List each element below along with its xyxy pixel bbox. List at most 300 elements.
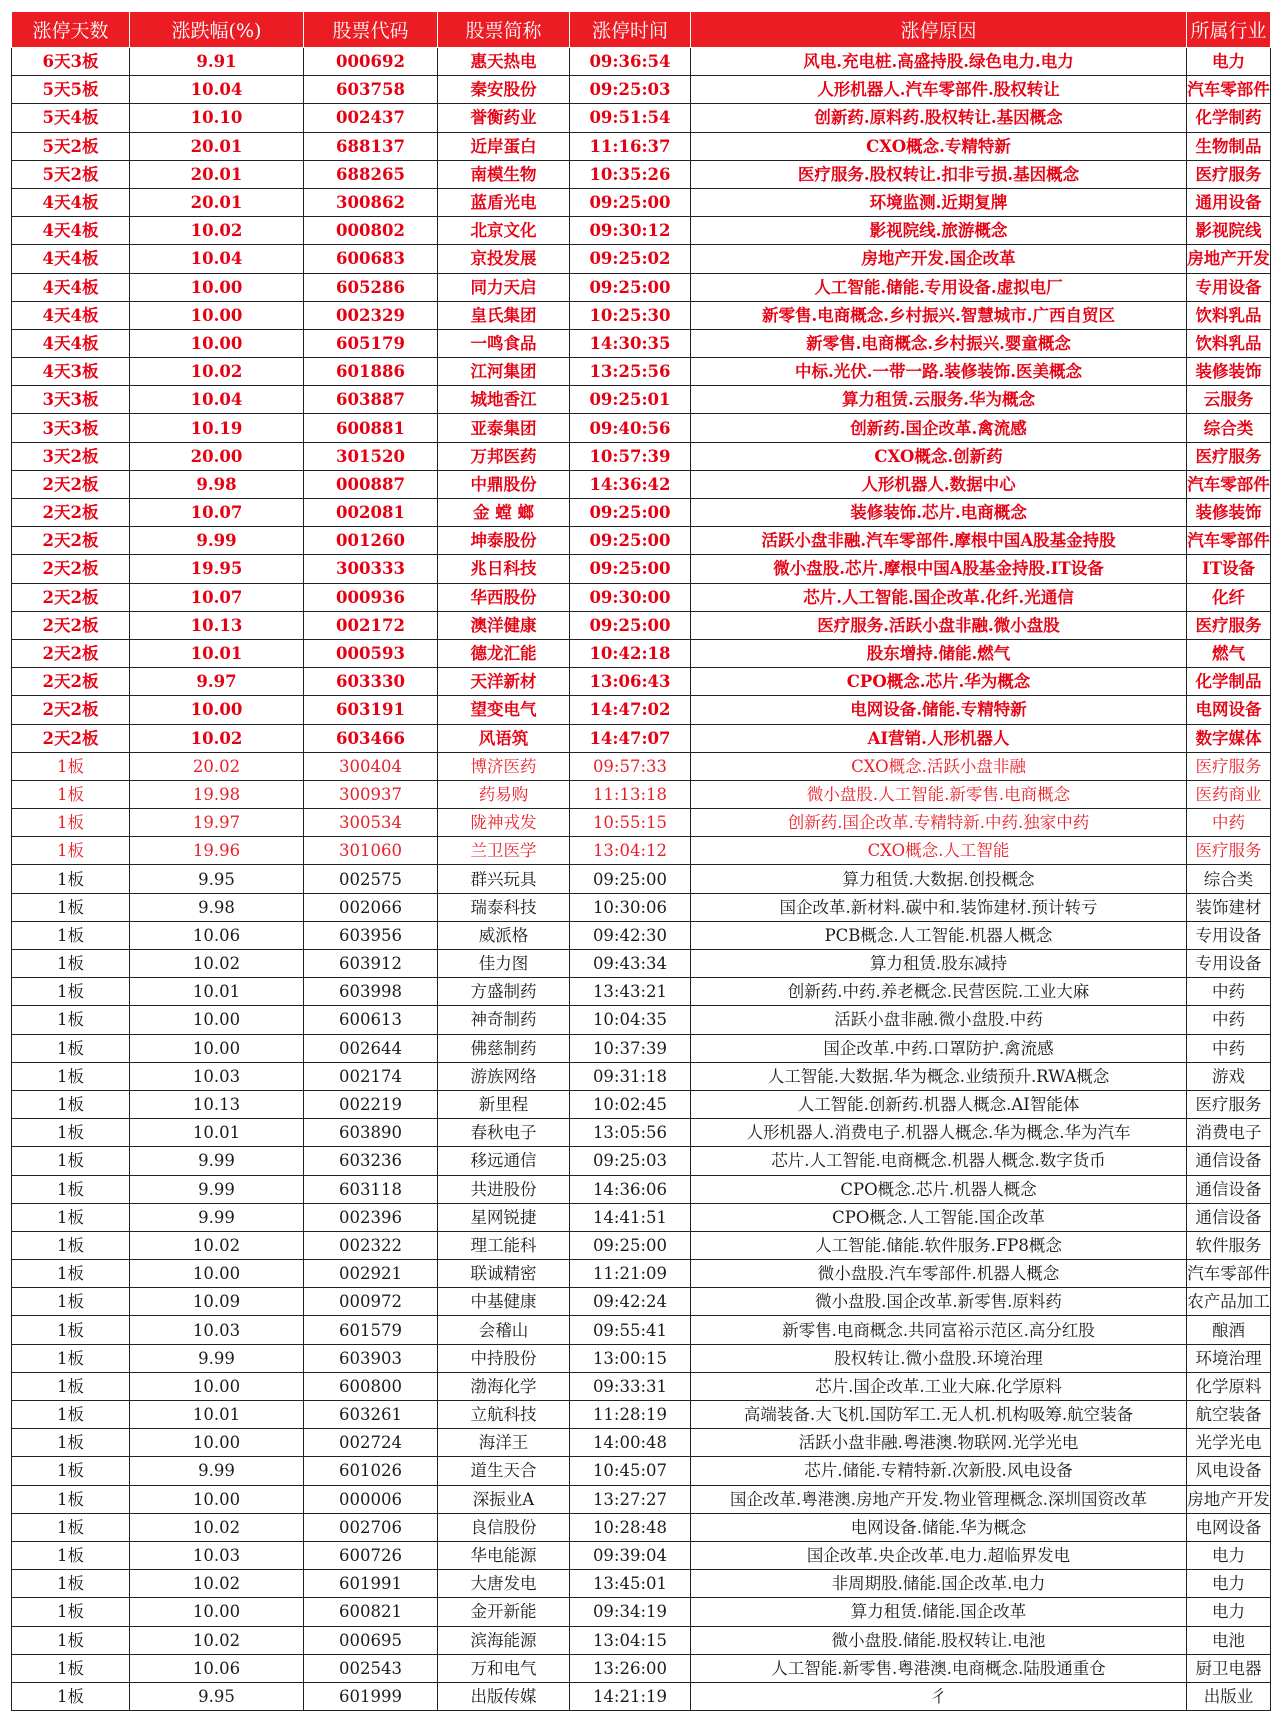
cell-time: 09:30:00 <box>570 583 691 611</box>
cell-time: 11:28:19 <box>570 1401 691 1429</box>
table-row[interactable] <box>12 1372 1271 1400</box>
cell-pct: 10.02 <box>130 724 304 752</box>
cell-industry: 专用设备 <box>1187 950 1271 978</box>
cell-name: 兰卫医学 <box>438 837 570 865</box>
table-row[interactable] <box>12 329 1271 357</box>
table-row[interactable] <box>12 1344 1271 1372</box>
table-row[interactable] <box>12 1570 1271 1598</box>
table-row[interactable] <box>12 1288 1271 1316</box>
cell-code: 603998 <box>304 978 438 1006</box>
cell-name: 会稽山 <box>438 1316 570 1344</box>
cell-time: 09:25:02 <box>570 245 691 273</box>
cell-industry: 厨卫电器 <box>1187 1654 1271 1682</box>
table-row[interactable] <box>12 358 1271 386</box>
cell-pct: 19.96 <box>130 837 304 865</box>
table-row[interactable] <box>12 414 1271 442</box>
cell-days: 1板 <box>12 1598 130 1626</box>
table-row[interactable] <box>12 217 1271 245</box>
cell-name: 博济医药 <box>438 752 570 780</box>
cell-days: 1板 <box>12 1654 130 1682</box>
cell-pct: 10.00 <box>130 1372 304 1400</box>
table-row[interactable] <box>12 696 1271 724</box>
cell-name: 天洋新材 <box>438 668 570 696</box>
cell-pct: 10.19 <box>130 414 304 442</box>
cell-pct: 10.01 <box>130 978 304 1006</box>
cell-pct: 10.07 <box>130 583 304 611</box>
table-row[interactable] <box>12 1231 1271 1259</box>
cell-code: 000887 <box>304 470 438 498</box>
table-row[interactable] <box>12 1147 1271 1175</box>
cell-code: 605179 <box>304 329 438 357</box>
cell-industry: 化纤 <box>1187 583 1271 611</box>
cell-reason: 国企改革.新材料.碳中和.装饰建材.预计转亏 <box>691 893 1187 921</box>
cell-industry: 医疗服务 <box>1187 160 1271 188</box>
cell-name: 游族网络 <box>438 1062 570 1090</box>
cell-pct: 10.04 <box>130 386 304 414</box>
cell-name: 德龙汇能 <box>438 639 570 667</box>
table-row[interactable] <box>12 1203 1271 1231</box>
table-row[interactable] <box>12 1513 1271 1541</box>
table-row[interactable] <box>12 132 1271 160</box>
table-row[interactable] <box>12 668 1271 696</box>
table-row[interactable] <box>12 921 1271 949</box>
cell-reason: 微小盘股.储能.股权转让.电池 <box>691 1626 1187 1654</box>
cell-pct: 9.95 <box>130 865 304 893</box>
cell-days: 5天2板 <box>12 160 130 188</box>
cell-name: 中鼎股份 <box>438 470 570 498</box>
table-row[interactable] <box>12 1598 1271 1626</box>
cell-time: 09:25:00 <box>570 865 691 893</box>
cell-time: 10:30:06 <box>570 893 691 921</box>
cell-pct: 10.10 <box>130 104 304 132</box>
cell-industry: 通用设备 <box>1187 188 1271 216</box>
cell-pct: 9.99 <box>130 1457 304 1485</box>
column-header-days[interactable]: 涨停天数 <box>12 12 130 48</box>
cell-pct: 10.00 <box>130 696 304 724</box>
cell-pct: 9.99 <box>130 1175 304 1203</box>
cell-reason: 芯片.国企改革.工业大麻.化学原料 <box>691 1372 1187 1400</box>
cell-days: 1板 <box>12 780 130 808</box>
cell-reason: 芯片.储能.专精特新.次新股.风电设备 <box>691 1457 1187 1485</box>
cell-time: 13:45:01 <box>570 1570 691 1598</box>
cell-pct: 10.01 <box>130 1119 304 1147</box>
cell-days: 3天3板 <box>12 414 130 442</box>
cell-days: 3天3板 <box>12 386 130 414</box>
cell-name: 风语筑 <box>438 724 570 752</box>
cell-industry: 影视院线 <box>1187 217 1271 245</box>
cell-pct: 10.02 <box>130 1626 304 1654</box>
table-row[interactable] <box>12 752 1271 780</box>
table-row[interactable] <box>12 1654 1271 1682</box>
cell-name: 南模生物 <box>438 160 570 188</box>
cell-time: 11:16:37 <box>570 132 691 160</box>
cell-time: 09:39:04 <box>570 1541 691 1569</box>
cell-time: 09:25:00 <box>570 188 691 216</box>
cell-reason: 微小盘股.国企改革.新零售.原料药 <box>691 1288 1187 1316</box>
cell-industry: 通信设备 <box>1187 1203 1271 1231</box>
column-header-name[interactable]: 股票简称 <box>438 12 570 48</box>
cell-time: 10:42:18 <box>570 639 691 667</box>
cell-days: 2天2板 <box>12 470 130 498</box>
cell-reason: AI营销.人形机器人 <box>691 724 1187 752</box>
cell-code: 601999 <box>304 1682 438 1710</box>
cell-days: 1板 <box>12 1006 130 1034</box>
cell-time: 09:33:31 <box>570 1372 691 1400</box>
cell-reason: 芯片.人工智能.国企改革.化纤.光通信 <box>691 583 1187 611</box>
table-row[interactable] <box>12 724 1271 752</box>
cell-days: 1板 <box>12 1090 130 1118</box>
cell-industry: 化学制药 <box>1187 104 1271 132</box>
cell-pct: 10.03 <box>130 1062 304 1090</box>
cell-days: 1板 <box>12 1541 130 1569</box>
cell-time: 10:25:30 <box>570 301 691 329</box>
table-row[interactable] <box>12 1626 1271 1654</box>
table-row[interactable] <box>12 639 1271 667</box>
table-row[interactable] <box>12 583 1271 611</box>
cell-reason: 医疗服务.股权转让.扣非亏损.基因概念 <box>691 160 1187 188</box>
cell-industry: 中药 <box>1187 1034 1271 1062</box>
cell-reason: 国企改革.粤港澳.房地产开发.物业管理概念.深圳国资改革 <box>691 1485 1187 1513</box>
cell-name: 佳力图 <box>438 950 570 978</box>
cell-code: 301060 <box>304 837 438 865</box>
column-header-industry[interactable]: 所属行业 <box>1187 12 1271 48</box>
cell-pct: 10.00 <box>130 273 304 301</box>
cell-days: 2天2板 <box>12 639 130 667</box>
cell-name: 滨海能源 <box>438 1626 570 1654</box>
table-row[interactable] <box>12 1429 1271 1457</box>
cell-pct: 19.97 <box>130 809 304 837</box>
cell-days: 4天4板 <box>12 245 130 273</box>
table-row[interactable] <box>12 160 1271 188</box>
column-header-time[interactable]: 涨停时间 <box>570 12 691 48</box>
cell-industry: 汽车零部件 <box>1187 527 1271 555</box>
cell-days: 1板 <box>12 950 130 978</box>
cell-reason: 微小盘股.汽车零部件.机器人概念 <box>691 1260 1187 1288</box>
cell-days: 1板 <box>12 837 130 865</box>
table-row[interactable] <box>12 1541 1271 1569</box>
cell-time: 10:28:48 <box>570 1513 691 1541</box>
cell-days: 1板 <box>12 1175 130 1203</box>
cell-name: 万邦医药 <box>438 442 570 470</box>
cell-name: 瑞泰科技 <box>438 893 570 921</box>
cell-industry: 化学制品 <box>1187 668 1271 696</box>
cell-code: 002219 <box>304 1090 438 1118</box>
cell-industry: 航空装备 <box>1187 1401 1271 1429</box>
cell-pct: 10.03 <box>130 1316 304 1344</box>
cell-name: 誉衡药业 <box>438 104 570 132</box>
table-row[interactable] <box>12 1485 1271 1513</box>
table-body <box>12 48 1271 1711</box>
cell-pct: 10.01 <box>130 639 304 667</box>
cell-time: 14:30:35 <box>570 329 691 357</box>
cell-days: 1板 <box>12 1570 130 1598</box>
cell-code: 301520 <box>304 442 438 470</box>
table-row[interactable] <box>12 499 1271 527</box>
cell-pct: 10.06 <box>130 921 304 949</box>
cell-name: 春秋电子 <box>438 1119 570 1147</box>
table-row[interactable] <box>12 837 1271 865</box>
cell-code: 002437 <box>304 104 438 132</box>
cell-industry: 环境治理 <box>1187 1344 1271 1372</box>
column-header-code[interactable]: 股票代码 <box>304 12 438 48</box>
cell-days: 2天2板 <box>12 527 130 555</box>
cell-code: 002066 <box>304 893 438 921</box>
cell-reason: CXO概念.人工智能 <box>691 837 1187 865</box>
cell-time: 14:47:02 <box>570 696 691 724</box>
table-row[interactable] <box>12 1062 1271 1090</box>
cell-pct: 10.02 <box>130 217 304 245</box>
table-row[interactable] <box>12 780 1271 808</box>
cell-reason: 股权转让.微小盘股.环境治理 <box>691 1344 1187 1372</box>
cell-days: 2天2板 <box>12 583 130 611</box>
cell-name: 亚泰集团 <box>438 414 570 442</box>
table-row[interactable] <box>12 273 1271 301</box>
cell-time: 09:43:34 <box>570 950 691 978</box>
cell-code: 600821 <box>304 1598 438 1626</box>
cell-time: 09:42:30 <box>570 921 691 949</box>
cell-code: 600881 <box>304 414 438 442</box>
cell-reason: CPO概念.芯片.华为概念 <box>691 668 1187 696</box>
cell-reason: 房地产开发.国企改革 <box>691 245 1187 273</box>
cell-pct: 10.04 <box>130 76 304 104</box>
cell-reason: 活跃小盘非融.汽车零部件.摩根中国A股基金持股 <box>691 527 1187 555</box>
cell-pct: 9.98 <box>130 893 304 921</box>
table-row[interactable] <box>12 1034 1271 1062</box>
cell-reason: 算力租赁.大数据.创投概念 <box>691 865 1187 893</box>
cell-pct: 10.00 <box>130 329 304 357</box>
cell-code: 000692 <box>304 48 438 76</box>
cell-name: 同力天启 <box>438 273 570 301</box>
cell-time: 10:02:45 <box>570 1090 691 1118</box>
cell-time: 09:55:41 <box>570 1316 691 1344</box>
table-row[interactable] <box>12 48 1271 76</box>
cell-reason: 影视院线.旅游概念 <box>691 217 1187 245</box>
table-row[interactable] <box>12 1119 1271 1147</box>
cell-code: 603903 <box>304 1344 438 1372</box>
cell-industry: 专用设备 <box>1187 273 1271 301</box>
table-row[interactable] <box>12 1175 1271 1203</box>
cell-name: 大唐发电 <box>438 1570 570 1598</box>
cell-code: 000802 <box>304 217 438 245</box>
cell-code: 601991 <box>304 1570 438 1598</box>
table-row[interactable] <box>12 76 1271 104</box>
cell-time: 09:36:54 <box>570 48 691 76</box>
table-row[interactable] <box>12 188 1271 216</box>
cell-name: 华电能源 <box>438 1541 570 1569</box>
table-row[interactable] <box>12 386 1271 414</box>
cell-time: 09:57:33 <box>570 752 691 780</box>
table-row[interactable] <box>12 865 1271 893</box>
cell-reason: 创新药.国企改革.专精特新.中药.独家中药 <box>691 809 1187 837</box>
cell-time: 14:36:06 <box>570 1175 691 1203</box>
cell-industry: IT设备 <box>1187 555 1271 583</box>
cell-industry: 汽车零部件 <box>1187 76 1271 104</box>
cell-reason: 活跃小盘非融.微小盘股.中药 <box>691 1006 1187 1034</box>
cell-industry: 软件服务 <box>1187 1231 1271 1259</box>
cell-time: 13:05:56 <box>570 1119 691 1147</box>
cell-pct: 19.95 <box>130 555 304 583</box>
cell-days: 5天2板 <box>12 132 130 160</box>
cell-code: 600726 <box>304 1541 438 1569</box>
cell-days: 1板 <box>12 865 130 893</box>
cell-reason: 环境监测.近期复牌 <box>691 188 1187 216</box>
cell-days: 1板 <box>12 1344 130 1372</box>
cell-days: 1板 <box>12 1485 130 1513</box>
cell-days: 1板 <box>12 1372 130 1400</box>
cell-industry: 医疗服务 <box>1187 611 1271 639</box>
cell-name: 威派格 <box>438 921 570 949</box>
cell-time: 14:36:42 <box>570 470 691 498</box>
cell-industry: 云服务 <box>1187 386 1271 414</box>
cell-time: 10:55:15 <box>570 809 691 837</box>
cell-time: 10:35:26 <box>570 160 691 188</box>
cell-industry: 中药 <box>1187 978 1271 1006</box>
cell-industry: 饮料乳品 <box>1187 329 1271 357</box>
cell-pct: 10.00 <box>130 1006 304 1034</box>
table-row[interactable] <box>12 809 1271 837</box>
cell-code: 300937 <box>304 780 438 808</box>
cell-reason: 微小盘股.人工智能.新零售.电商概念 <box>691 780 1187 808</box>
cell-name: 金 螳 螂 <box>438 499 570 527</box>
cell-name: 华西股份 <box>438 583 570 611</box>
table-row[interactable] <box>12 611 1271 639</box>
cell-reason: 医疗服务.活跃小盘非融.微小盘股 <box>691 611 1187 639</box>
cell-code: 000695 <box>304 1626 438 1654</box>
cell-reason: 风电.充电桩.高盛持股.绿色电力.电力 <box>691 48 1187 76</box>
table-row[interactable] <box>12 978 1271 1006</box>
cell-reason: 人工智能.储能.软件服务.FP8概念 <box>691 1231 1187 1259</box>
cell-days: 1板 <box>12 978 130 1006</box>
cell-industry: 电网设备 <box>1187 696 1271 724</box>
cell-industry: 装修装饰 <box>1187 499 1271 527</box>
cell-industry: 燃气 <box>1187 639 1271 667</box>
cell-name: 道生天合 <box>438 1457 570 1485</box>
cell-time: 09:42:24 <box>570 1288 691 1316</box>
cell-reason: 创新药.原料药.股权转让.基因概念 <box>691 104 1187 132</box>
cell-code: 002172 <box>304 611 438 639</box>
cell-days: 1板 <box>12 1119 130 1147</box>
cell-code: 600613 <box>304 1006 438 1034</box>
cell-time: 14:47:07 <box>570 724 691 752</box>
cell-code: 002081 <box>304 499 438 527</box>
cell-days: 5天4板 <box>12 104 130 132</box>
cell-pct: 9.91 <box>130 48 304 76</box>
cell-code: 600683 <box>304 245 438 273</box>
cell-name: 陇神戎发 <box>438 809 570 837</box>
table-row[interactable] <box>12 527 1271 555</box>
cell-code: 603191 <box>304 696 438 724</box>
cell-time: 09:25:03 <box>570 1147 691 1175</box>
cell-reason: 芯片.人工智能.电商概念.机器人概念.数字货币 <box>691 1147 1187 1175</box>
cell-time: 13:43:21 <box>570 978 691 1006</box>
cell-name: 星网锐捷 <box>438 1203 570 1231</box>
cell-days: 2天2板 <box>12 555 130 583</box>
cell-code: 000972 <box>304 1288 438 1316</box>
cell-pct: 10.02 <box>130 1513 304 1541</box>
column-header-pct[interactable]: 涨跌幅(%) <box>130 12 304 48</box>
table-row[interactable] <box>12 1316 1271 1344</box>
cell-reason: 人工智能.创新药.机器人概念.AI智能体 <box>691 1090 1187 1118</box>
cell-name: 中持股份 <box>438 1344 570 1372</box>
table-row[interactable] <box>12 245 1271 273</box>
cell-time: 14:21:19 <box>570 1682 691 1710</box>
table-row[interactable] <box>12 555 1271 583</box>
cell-days: 1板 <box>12 1457 130 1485</box>
cell-name: 近岸蛋白 <box>438 132 570 160</box>
cell-time: 09:34:19 <box>570 1598 691 1626</box>
cell-code: 002543 <box>304 1654 438 1682</box>
cell-name: 深振业A <box>438 1485 570 1513</box>
cell-industry: 汽车零部件 <box>1187 470 1271 498</box>
cell-industry: 房地产开发 <box>1187 1485 1271 1513</box>
table-row[interactable] <box>12 1090 1271 1118</box>
cell-name: 出版传媒 <box>438 1682 570 1710</box>
table-row[interactable] <box>12 470 1271 498</box>
cell-time: 09:25:00 <box>570 527 691 555</box>
cell-time: 14:41:51 <box>570 1203 691 1231</box>
cell-time: 10:37:39 <box>570 1034 691 1062</box>
cell-time: 14:00:48 <box>570 1429 691 1457</box>
table-row[interactable] <box>12 1457 1271 1485</box>
table-row[interactable] <box>12 104 1271 132</box>
cell-days: 2天2板 <box>12 668 130 696</box>
cell-time: 13:27:27 <box>570 1485 691 1513</box>
cell-days: 4天4板 <box>12 217 130 245</box>
cell-industry: 装修装饰 <box>1187 358 1271 386</box>
cell-industry: 房地产开发 <box>1187 245 1271 273</box>
table-row[interactable] <box>12 893 1271 921</box>
table-row[interactable] <box>12 301 1271 329</box>
cell-code: 001260 <box>304 527 438 555</box>
column-header-reason[interactable]: 涨停原因 <box>691 12 1187 48</box>
cell-reason: 创新药.国企改革.禽流感 <box>691 414 1187 442</box>
cell-reason: PCB概念.人工智能.机器人概念 <box>691 921 1187 949</box>
cell-industry: 出版业 <box>1187 1682 1271 1710</box>
cell-reason: 新零售.电商概念.乡村振兴.婴童概念 <box>691 329 1187 357</box>
cell-code: 603890 <box>304 1119 438 1147</box>
cell-name: 万和电气 <box>438 1654 570 1682</box>
cell-code: 002724 <box>304 1429 438 1457</box>
cell-code: 603956 <box>304 921 438 949</box>
cell-name: 惠天热电 <box>438 48 570 76</box>
cell-name: 药易购 <box>438 780 570 808</box>
cell-code: 300333 <box>304 555 438 583</box>
cell-name: 联诚精密 <box>438 1260 570 1288</box>
cell-pct: 10.04 <box>130 245 304 273</box>
cell-reason: 人形机器人.汽车零部件.股权转让 <box>691 76 1187 104</box>
cell-reason: 人形机器人.消费电子.机器人概念.华为概念.华为汽车 <box>691 1119 1187 1147</box>
cell-reason: 电网设备.储能.华为概念 <box>691 1513 1187 1541</box>
cell-reason: 算力租赁.云服务.华为概念 <box>691 386 1187 414</box>
cell-name: 佛慈制药 <box>438 1034 570 1062</box>
table-row[interactable] <box>12 1401 1271 1429</box>
cell-industry: 通信设备 <box>1187 1175 1271 1203</box>
table-row[interactable] <box>12 950 1271 978</box>
table-row[interactable] <box>12 1682 1271 1710</box>
cell-days: 1板 <box>12 1682 130 1710</box>
table-row[interactable] <box>12 1260 1271 1288</box>
table-row[interactable] <box>12 1006 1271 1034</box>
table-row[interactable] <box>12 442 1271 470</box>
cell-industry: 消费电子 <box>1187 1119 1271 1147</box>
cell-days: 1板 <box>12 1260 130 1288</box>
cell-days: 1板 <box>12 1513 130 1541</box>
cell-code: 603758 <box>304 76 438 104</box>
cell-industry: 游戏 <box>1187 1062 1271 1090</box>
cell-industry: 风电设备 <box>1187 1457 1271 1485</box>
cell-code: 603887 <box>304 386 438 414</box>
cell-code: 688137 <box>304 132 438 160</box>
